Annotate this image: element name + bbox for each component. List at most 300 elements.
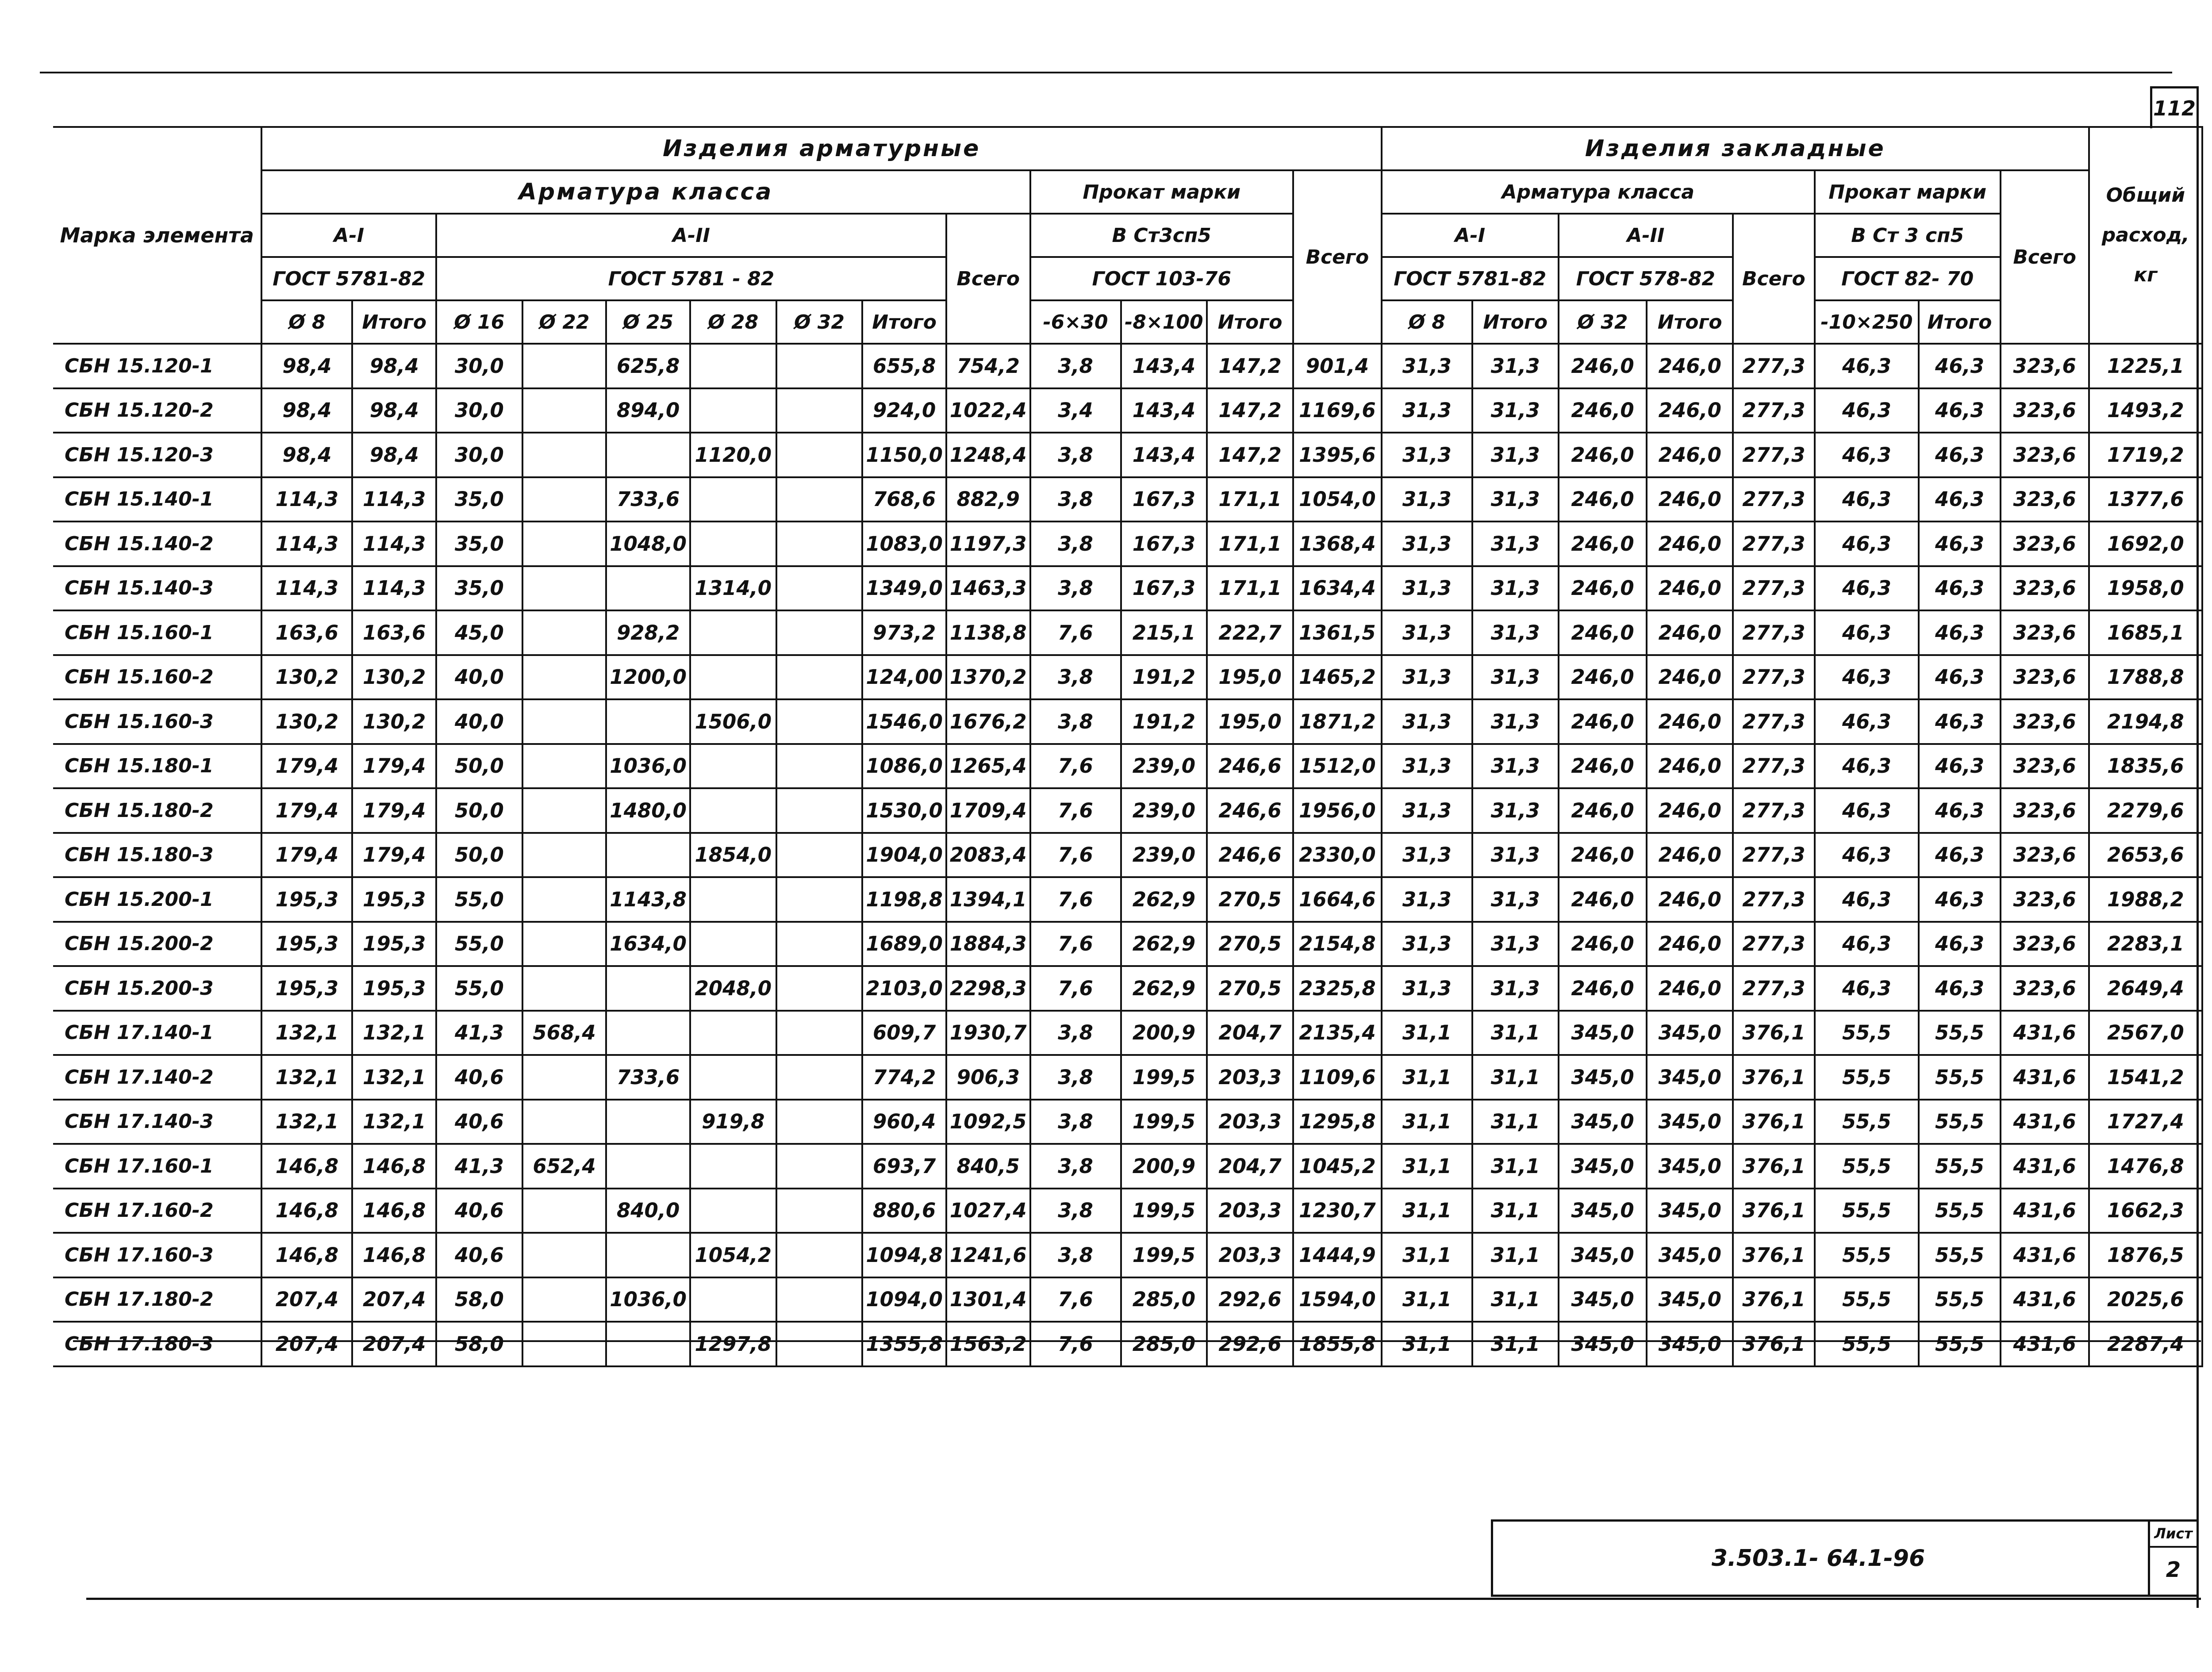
table-cell: 55,5 (1919, 1277, 2000, 1322)
table-cell: 167,3 (1121, 566, 1207, 611)
e-gost-5781-header: ГОСТ 5781-82 (1382, 257, 1559, 300)
table-cell: 1634,4 (1293, 566, 1382, 611)
mark-header: Марка элемента (53, 127, 261, 344)
table-cell: 733,6 (606, 477, 690, 522)
table-cell: 114,3 (261, 477, 352, 522)
table-cell: 31,3 (1382, 966, 1472, 1011)
table-cell: 132,1 (261, 1100, 352, 1144)
table-cell: 277,3 (1733, 433, 1814, 477)
sheet-label: Лист (2150, 1522, 2197, 1548)
element-mark-cell: СБН 15.200-1 (53, 877, 261, 922)
table-cell (522, 922, 607, 966)
table-cell: 285,0 (1121, 1322, 1207, 1366)
table-cell: 1854,0 (690, 833, 776, 878)
table-row (53, 433, 2202, 477)
table-cell: 7,6 (1030, 744, 1121, 789)
table-cell: 30,0 (436, 344, 522, 388)
table-cell: 1198,8 (862, 877, 946, 922)
table-cell: 246,0 (1647, 344, 1733, 388)
table-cell (606, 1233, 690, 1277)
table-cell: 171,1 (1207, 522, 1293, 566)
page-number: 112 (2150, 86, 2199, 128)
table-cell: 31,3 (1382, 655, 1472, 700)
table-cell: 46,3 (1815, 744, 1919, 789)
table-cell (776, 344, 863, 388)
table-cell (522, 477, 607, 522)
table-cell: 31,3 (1472, 522, 1559, 566)
table-cell (690, 477, 776, 522)
table-cell: 1594,0 (1293, 1277, 1382, 1322)
table-cell (776, 788, 863, 833)
table-cell: 31,3 (1472, 566, 1559, 611)
table-cell: 46,3 (1919, 433, 2000, 477)
element-mark-cell: СБН 17.140-1 (53, 1011, 261, 1055)
table-cell (522, 1055, 607, 1100)
element-mark-cell: СБН 15.140-2 (53, 522, 261, 566)
table-cell: 625,8 (606, 344, 690, 388)
table-cell: 246,0 (1647, 877, 1733, 922)
table-cell: 1634,0 (606, 922, 690, 966)
table-cell: 146,8 (261, 1189, 352, 1233)
table-cell (776, 1277, 863, 1322)
document-code: 3.503.1- 64.1-96 (1711, 1545, 1925, 1572)
embedded-total-header: Всего (2001, 170, 2089, 344)
table-cell: 1230,7 (1293, 1189, 1382, 1233)
element-mark-cell: СБН 15.180-1 (53, 744, 261, 789)
table-cell: 1092,5 (946, 1100, 1030, 1144)
table-row (53, 1322, 2202, 1366)
table-cell: 246,0 (1559, 566, 1647, 611)
table-cell: 239,0 (1121, 833, 1207, 878)
table-cell: 774,2 (862, 1055, 946, 1100)
table-cell: 246,0 (1559, 744, 1647, 789)
steel-header: В Ст3сп5 (1030, 214, 1293, 257)
table-cell: 246,0 (1559, 877, 1647, 922)
table-cell: 1546,0 (862, 699, 946, 744)
table-cell: 98,4 (352, 344, 436, 388)
table-cell (776, 1322, 863, 1366)
table-cell: 46,3 (1919, 388, 2000, 433)
table-cell: 277,3 (1733, 877, 1814, 922)
table-cell: 207,4 (352, 1277, 436, 1322)
table-cell: 31,1 (1472, 1144, 1559, 1189)
table-cell: 31,1 (1382, 1055, 1472, 1100)
col-header: Ø 28 (690, 300, 776, 344)
col-header: -6×30 (1030, 300, 1121, 344)
table-cell: 1395,6 (1293, 433, 1382, 477)
table-cell: 132,1 (352, 1100, 436, 1144)
table-cell: 1876,5 (2089, 1233, 2202, 1277)
table-cell: 973,2 (862, 610, 946, 655)
table-cell: 199,5 (1121, 1055, 1207, 1100)
table-cell (690, 922, 776, 966)
table-cell: 46,3 (1815, 699, 1919, 744)
table-cell: 277,3 (1733, 788, 1814, 833)
table-cell: 431,6 (2001, 1011, 2089, 1055)
table-cell (522, 1233, 607, 1277)
table-cell (776, 966, 863, 1011)
table-cell: 3,8 (1030, 1144, 1121, 1189)
table-cell (522, 344, 607, 388)
table-cell: 323,6 (2001, 922, 2089, 966)
table-cell: 1036,0 (606, 744, 690, 789)
table-cell: 1463,3 (946, 566, 1030, 611)
table-cell: 2287,4 (2089, 1322, 2202, 1366)
table-cell (776, 1233, 863, 1277)
table-cell: 2135,4 (1293, 1011, 1382, 1055)
table-cell: 31,3 (1382, 477, 1472, 522)
table-cell: 1506,0 (690, 699, 776, 744)
table-cell: 50,0 (436, 788, 522, 833)
table-cell: 1265,4 (946, 744, 1030, 789)
table-cell: 31,3 (1472, 655, 1559, 700)
table-cell: 46,3 (1815, 433, 1919, 477)
table-cell: 924,0 (862, 388, 946, 433)
table-cell: 345,0 (1559, 1233, 1647, 1277)
table-cell: 1094,0 (862, 1277, 946, 1322)
table-cell: 1248,4 (946, 433, 1030, 477)
table-cell: 7,6 (1030, 922, 1121, 966)
table-cell: 167,3 (1121, 477, 1207, 522)
table-cell: 246,0 (1647, 744, 1733, 789)
table-cell: 1664,6 (1293, 877, 1382, 922)
table-cell: 246,0 (1647, 833, 1733, 878)
table-cell: 46,3 (1815, 655, 1919, 700)
table-cell: 277,3 (1733, 388, 1814, 433)
table-cell: 31,3 (1382, 522, 1472, 566)
table-row (53, 1055, 2202, 1100)
element-mark-cell: СБН 17.180-3 (53, 1322, 261, 1366)
table-cell: 1169,6 (1293, 388, 1382, 433)
table-cell: 3,8 (1030, 522, 1121, 566)
table-row (53, 1144, 2202, 1189)
table-cell: 41,3 (436, 1144, 522, 1189)
table-cell: 345,0 (1559, 1277, 1647, 1322)
table-cell: 1394,1 (946, 877, 1030, 922)
table-cell: 345,0 (1559, 1144, 1647, 1189)
table-cell: 840,5 (946, 1144, 1030, 1189)
table-cell: 179,4 (261, 833, 352, 878)
table-cell: 46,3 (1815, 922, 1919, 966)
table-cell: 31,1 (1382, 1189, 1472, 1233)
table-row (53, 744, 2202, 789)
table-cell: 431,6 (2001, 1322, 2089, 1366)
embedded-group-header: Изделия закладные (1382, 127, 2089, 170)
table-cell: 58,0 (436, 1322, 522, 1366)
table-cell: 2279,6 (2089, 788, 2202, 833)
table-cell (776, 1011, 863, 1055)
table-cell: 1493,2 (2089, 388, 2202, 433)
table-cell: 46,3 (1919, 966, 2000, 1011)
table-cell: 1143,8 (606, 877, 690, 922)
table-cell (776, 477, 863, 522)
table-cell: 246,0 (1647, 388, 1733, 433)
table-cell: 3,8 (1030, 1233, 1121, 1277)
table-cell: 143,4 (1121, 344, 1207, 388)
table-cell: 1709,4 (946, 788, 1030, 833)
table-cell: 345,0 (1559, 1055, 1647, 1100)
table-cell: 31,3 (1382, 566, 1472, 611)
table-cell: 1225,1 (2089, 344, 2202, 388)
table-cell: 1689,0 (862, 922, 946, 966)
table-cell: 323,6 (2001, 344, 2089, 388)
table-cell: 31,3 (1382, 610, 1472, 655)
table-cell: 46,3 (1815, 344, 1919, 388)
table-cell: 130,2 (261, 699, 352, 744)
table-cell (606, 1322, 690, 1366)
table-cell: 1349,0 (862, 566, 946, 611)
table-cell: 30,0 (436, 388, 522, 433)
table-cell: 345,0 (1647, 1011, 1733, 1055)
table-cell: 46,3 (1919, 877, 2000, 922)
element-mark-cell: СБН 15.180-3 (53, 833, 261, 878)
table-cell: 2330,0 (1293, 833, 1382, 878)
table-cell: 55,5 (1919, 1011, 2000, 1055)
table-cell: 195,3 (352, 922, 436, 966)
table-cell: 31,3 (1472, 388, 1559, 433)
table-cell: 919,8 (690, 1100, 776, 1144)
sheet-number: 2 (2166, 1557, 2181, 1582)
table-cell: 31,1 (1472, 1055, 1559, 1100)
table-cell: 195,3 (261, 966, 352, 1011)
table-cell: 2567,0 (2089, 1011, 2202, 1055)
table-cell (690, 1011, 776, 1055)
table-cell: 277,3 (1733, 744, 1814, 789)
table-cell (690, 1189, 776, 1233)
table-cell: 31,1 (1382, 1233, 1472, 1277)
rolled-mark-header: Прокат марки (1030, 170, 1293, 214)
table-cell: 1027,4 (946, 1189, 1030, 1233)
table-row (53, 1233, 2202, 1277)
table-cell (522, 877, 607, 922)
table-cell: 246,0 (1559, 433, 1647, 477)
table-cell: 1835,6 (2089, 744, 2202, 789)
table-cell: 1361,5 (1293, 610, 1382, 655)
table-cell: 1368,4 (1293, 522, 1382, 566)
table-cell (690, 344, 776, 388)
table-cell: 191,2 (1121, 699, 1207, 744)
table-cell: 246,0 (1559, 344, 1647, 388)
table-cell (690, 522, 776, 566)
embedded-rolled-mark-header: Прокат марки (1815, 170, 2001, 214)
table-body (53, 344, 2202, 1366)
table-cell: 143,4 (1121, 433, 1207, 477)
top-rule-line (40, 72, 2172, 73)
table-cell: 31,3 (1472, 344, 1559, 388)
col-header: Итого (1647, 300, 1733, 344)
table-cell: 3,8 (1030, 1189, 1121, 1233)
table-cell: 431,6 (2001, 1144, 2089, 1189)
table-cell (776, 1144, 863, 1189)
table-cell (690, 877, 776, 922)
material-consumption-table (53, 126, 2203, 1367)
e-rebar-subtotal-header: Всего (1733, 214, 1814, 344)
table-cell: 1138,8 (946, 610, 1030, 655)
table-cell (522, 1322, 607, 1366)
table-cell (606, 1011, 690, 1055)
table-cell (776, 699, 863, 744)
table-cell: 31,3 (1382, 344, 1472, 388)
table-cell: 7,6 (1030, 610, 1121, 655)
table-cell: 179,4 (352, 833, 436, 878)
table-cell: 1563,2 (946, 1322, 1030, 1366)
table-cell: 894,0 (606, 388, 690, 433)
table-cell: 46,3 (1815, 833, 1919, 878)
table-row (53, 477, 2202, 522)
e-a2-header: А-II (1559, 214, 1733, 257)
table-cell: 246,0 (1559, 788, 1647, 833)
table-cell: 31,3 (1472, 922, 1559, 966)
table-cell (776, 1055, 863, 1100)
table-cell (776, 1100, 863, 1144)
table-cell: 31,1 (1472, 1233, 1559, 1277)
table-cell (776, 388, 863, 433)
table-cell: 246,0 (1647, 655, 1733, 700)
table-cell: 46,3 (1815, 788, 1919, 833)
element-mark-cell: СБН 15.160-1 (53, 610, 261, 655)
table-cell: 345,0 (1647, 1233, 1733, 1277)
table-cell: 928,2 (606, 610, 690, 655)
table-cell: 40,6 (436, 1189, 522, 1233)
table-cell: 277,3 (1733, 699, 1814, 744)
table-cell: 46,3 (1919, 655, 2000, 700)
table-cell: 31,1 (1472, 1011, 1559, 1055)
rebar-group-header: Изделия арматурные (261, 127, 1381, 170)
table-cell: 262,9 (1121, 966, 1207, 1011)
table-cell: 345,0 (1559, 1100, 1647, 1144)
table-cell: 31,3 (1472, 433, 1559, 477)
table-cell: 143,4 (1121, 388, 1207, 433)
table-row (53, 788, 2202, 833)
table-cell: 246,0 (1559, 833, 1647, 878)
table-cell: 55,5 (1919, 1322, 2000, 1366)
table-cell: 376,1 (1733, 1322, 1814, 1366)
element-mark-cell: СБН 15.200-3 (53, 966, 261, 1011)
element-mark-cell: СБН 15.140-1 (53, 477, 261, 522)
table-cell: 1988,2 (2089, 877, 2202, 922)
table-cell: 7,6 (1030, 788, 1121, 833)
table-cell (690, 1144, 776, 1189)
table-cell: 2025,6 (2089, 1277, 2202, 1322)
table-cell (776, 744, 863, 789)
table-cell: 246,6 (1207, 788, 1293, 833)
table-cell (522, 1277, 607, 1322)
table-cell: 246,0 (1647, 610, 1733, 655)
gost-103-header: ГОСТ 103-76 (1030, 257, 1293, 300)
table-row (53, 655, 2202, 700)
embedded-rebar-class-header: Арматура класса (1382, 170, 1815, 214)
table-cell: 55,5 (1815, 1055, 1919, 1100)
table-cell: 46,3 (1919, 477, 2000, 522)
table-cell: 146,8 (261, 1233, 352, 1277)
table-cell (606, 833, 690, 878)
table-cell: 146,8 (352, 1233, 436, 1277)
table-cell (606, 1100, 690, 1144)
table-cell: 2298,3 (946, 966, 1030, 1011)
table-cell: 46,3 (1815, 966, 1919, 1011)
table-cell: 55,5 (1815, 1011, 1919, 1055)
table-cell: 246,0 (1647, 788, 1733, 833)
table-cell: 195,3 (352, 877, 436, 922)
table-cell: 3,4 (1030, 388, 1121, 433)
table-cell: 98,4 (352, 388, 436, 433)
table-cell: 376,1 (1733, 1011, 1814, 1055)
table-cell: 1444,9 (1293, 1233, 1382, 1277)
table-row (53, 877, 2202, 922)
table-cell: 262,9 (1121, 922, 1207, 966)
element-mark-cell: СБН 17.140-3 (53, 1100, 261, 1144)
table-cell: 277,3 (1733, 344, 1814, 388)
table-cell: 40,0 (436, 655, 522, 700)
e-a1-header: А-I (1382, 214, 1559, 257)
col-header: Итого (862, 300, 946, 344)
table-cell: 270,5 (1207, 966, 1293, 1011)
table-cell: 40,6 (436, 1055, 522, 1100)
table-cell (522, 388, 607, 433)
table-cell: 3,8 (1030, 433, 1121, 477)
table-row (53, 1189, 2202, 1233)
table-cell: 1465,2 (1293, 655, 1382, 700)
table-cell: 31,3 (1472, 610, 1559, 655)
col-header: -10×250 (1815, 300, 1919, 344)
table-cell: 35,0 (436, 522, 522, 566)
table-cell: 130,2 (352, 655, 436, 700)
table-cell: 277,3 (1733, 610, 1814, 655)
table-cell: 277,3 (1733, 833, 1814, 878)
table-cell: 246,0 (1647, 566, 1733, 611)
table-cell: 345,0 (1647, 1189, 1733, 1233)
table-cell: 3,8 (1030, 477, 1121, 522)
table-cell: 246,0 (1559, 477, 1647, 522)
table-cell: 1301,4 (946, 1277, 1030, 1322)
table-cell: 31,1 (1472, 1189, 1559, 1233)
table-cell: 31,3 (1472, 699, 1559, 744)
table-cell: 35,0 (436, 477, 522, 522)
table-cell: 179,4 (352, 744, 436, 789)
total-use-header: Общий расход, кг (2089, 127, 2202, 344)
table-cell: 31,3 (1382, 788, 1472, 833)
table-cell: 31,3 (1382, 388, 1472, 433)
table-cell: 7,6 (1030, 1322, 1121, 1366)
e-steel-header: В Ст 3 сп5 (1815, 214, 2001, 257)
col-header: Ø 32 (776, 300, 863, 344)
table-cell: 3,8 (1030, 699, 1121, 744)
table-cell: 246,0 (1559, 922, 1647, 966)
table-cell: 7,6 (1030, 833, 1121, 878)
table-row (53, 1011, 2202, 1055)
rebar-total-header: Всего (1293, 170, 1382, 344)
table-cell: 376,1 (1733, 1144, 1814, 1189)
table-cell: 98,4 (261, 388, 352, 433)
table-cell: 323,6 (2001, 388, 2089, 433)
table-cell: 323,6 (2001, 566, 2089, 611)
table-cell (522, 699, 607, 744)
table-cell: 376,1 (1733, 1277, 1814, 1322)
table-cell: 2048,0 (690, 966, 776, 1011)
table-cell: 1930,7 (946, 1011, 1030, 1055)
table-cell: 46,3 (1919, 344, 2000, 388)
table-cell: 3,8 (1030, 1011, 1121, 1055)
table-cell: 323,6 (2001, 966, 2089, 1011)
table-cell: 246,0 (1559, 966, 1647, 1011)
table-cell: 55,0 (436, 877, 522, 922)
table-cell: 146,8 (352, 1189, 436, 1233)
table-cell: 277,3 (1733, 966, 1814, 1011)
table-cell: 1530,0 (862, 788, 946, 833)
table-cell: 132,1 (261, 1011, 352, 1055)
table-cell: 46,3 (1919, 566, 2000, 611)
table-cell: 203,3 (1207, 1233, 1293, 1277)
